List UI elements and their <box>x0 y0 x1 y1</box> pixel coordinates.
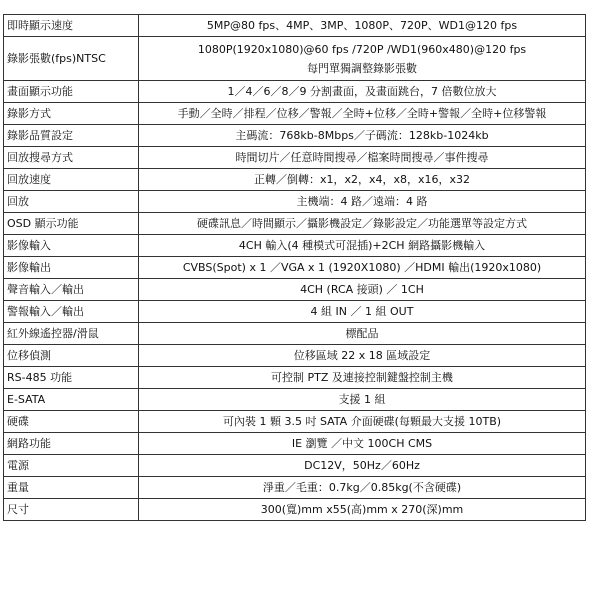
spec-row <box>4 345 586 367</box>
spec-row <box>4 279 586 301</box>
spec-row <box>4 169 586 191</box>
spec-row <box>4 477 586 499</box>
spec-value-line: 位移區域 22 x 18 區域設定 <box>293 349 431 362</box>
spec-value <box>139 411 586 433</box>
spec-value-line: 4CH (RCA 接頭) ／ 1CH <box>300 283 424 296</box>
spec-value-line: 1080P(1920x1080)@60 fps /720P /WD1(960x480)@120 fps <box>197 42 527 56</box>
spec-row <box>4 433 586 455</box>
spec-value <box>139 37 586 81</box>
spec-value <box>139 169 586 191</box>
spec-row <box>4 301 586 323</box>
spec-value <box>139 257 586 279</box>
spec-value <box>139 367 586 389</box>
spec-value <box>139 477 586 499</box>
spec-label: 影像輸入 <box>4 235 139 257</box>
spec-row <box>4 103 586 125</box>
spec-label: OSD 顯示功能 <box>4 213 139 235</box>
spec-label: 錄影方式 <box>4 103 139 125</box>
spec-value <box>139 103 586 125</box>
spec-value-line: 正轉／倒轉：x1，x2，x4，x8，x16，x32 <box>253 173 471 186</box>
spec-value <box>139 279 586 301</box>
spec-value-line: 硬碟訊息／時間顯示／攝影機設定／錄影設定／功能選單等設定方式 <box>197 217 527 230</box>
spec-value-line: 淨重／毛重：0.7kg／0.85kg(不含硬碟) <box>262 481 462 494</box>
spec-row <box>4 191 586 213</box>
spec-label: 錄影品質設定 <box>4 125 139 147</box>
spec-label: 硬碟 <box>4 411 139 433</box>
spec-value <box>139 389 586 411</box>
spec-label: RS-485 功能 <box>4 367 139 389</box>
spec-value-line: 可控制 PTZ 及連接控制鍵盤控制主機 <box>271 371 453 384</box>
spec-value <box>139 191 586 213</box>
spec-value <box>139 235 586 257</box>
spec-label: 回放速度 <box>4 169 139 191</box>
spec-row <box>4 125 586 147</box>
spec-value <box>139 213 586 235</box>
spec-label: 重量 <box>4 477 139 499</box>
spec-value <box>139 125 586 147</box>
spec-label: 位移偵測 <box>4 345 139 367</box>
spec-value <box>139 433 586 455</box>
spec-row <box>4 323 586 345</box>
spec-label: 紅外線遙控器/滑鼠 <box>4 323 139 345</box>
spec-label: E-SATA <box>4 389 139 411</box>
spec-row <box>4 37 586 81</box>
spec-value-line: 5MP@80 fps、4MP、3MP、1080P、720P、WD1@120 fps <box>206 19 518 32</box>
spec-value-line: 4 組 IN ／ 1 組 OUT <box>310 305 414 318</box>
spec-sheet <box>3 14 586 521</box>
spec-value-line: 支援 1 組 <box>338 393 386 406</box>
spec-value-line: 4CH 輸入(4 種模式可混插)+2CH 網路攝影機輸入 <box>238 239 486 252</box>
spec-value <box>139 15 586 37</box>
spec-label: 影像輸出 <box>4 257 139 279</box>
spec-value-line: IE 瀏覽 ／中文 100CH CMS <box>291 437 433 450</box>
spec-value-line: 標配品 <box>345 327 379 340</box>
spec-table-body <box>4 15 586 521</box>
spec-label: 電源 <box>4 455 139 477</box>
spec-value <box>139 345 586 367</box>
spec-value-line: DC12V，50Hz／60Hz <box>304 459 420 472</box>
spec-row <box>4 367 586 389</box>
spec-value-line: 主機端：4 路／遠端：4 路 <box>296 195 428 208</box>
spec-value-line: CVBS(Spot) x 1 ／VGA x 1 (1920X1080) ／HDMI 輸出(1920x1080) <box>182 261 542 274</box>
spec-value <box>139 455 586 477</box>
spec-value-line: 可內裝 1 顆 3.5 吋 SATA 介面硬碟(每顆最大支援 10TB) <box>222 415 502 428</box>
spec-value-line: 手動／全時／排程／位移／警報／全時+位移／全時+警報／全時+位移警報 <box>177 107 547 120</box>
spec-row <box>4 499 586 521</box>
spec-label: 警報輸入／輸出 <box>4 301 139 323</box>
spec-row <box>4 389 586 411</box>
spec-row <box>4 147 586 169</box>
spec-value-line: 每門單獨調整錄影張數 <box>307 61 417 75</box>
spec-label: 網路功能 <box>4 433 139 455</box>
spec-value-line: 300(寬)mm x55(高)mm x 270(深)mm <box>260 503 464 516</box>
spec-label: 回放 <box>4 191 139 213</box>
spec-value <box>139 323 586 345</box>
spec-label: 聲音輸入／輸出 <box>4 279 139 301</box>
spec-value-line: 1／4／6／8／9 分割畫面，及畫面跳台，7 倍數位放大 <box>227 85 497 98</box>
spec-value <box>139 81 586 103</box>
spec-row <box>4 257 586 279</box>
spec-row <box>4 81 586 103</box>
spec-label: 即時顯示速度 <box>4 15 139 37</box>
spec-value <box>139 147 586 169</box>
spec-row <box>4 455 586 477</box>
spec-value <box>139 301 586 323</box>
spec-table <box>3 14 586 521</box>
spec-row <box>4 235 586 257</box>
spec-row <box>4 15 586 37</box>
spec-row <box>4 411 586 433</box>
spec-value-line: 主碼流：768kb-8Mbps／子碼流：128kb-1024kb <box>235 129 489 142</box>
spec-label: 錄影張數(fps)NTSC <box>4 37 139 81</box>
spec-value <box>139 499 586 521</box>
spec-row <box>4 213 586 235</box>
spec-label: 畫面顯示功能 <box>4 81 139 103</box>
spec-label: 尺寸 <box>4 499 139 521</box>
spec-label: 回放搜尋方式 <box>4 147 139 169</box>
spec-value-line: 時間切片／任意時間搜尋／檔案時間搜尋／事件搜尋 <box>235 151 489 164</box>
